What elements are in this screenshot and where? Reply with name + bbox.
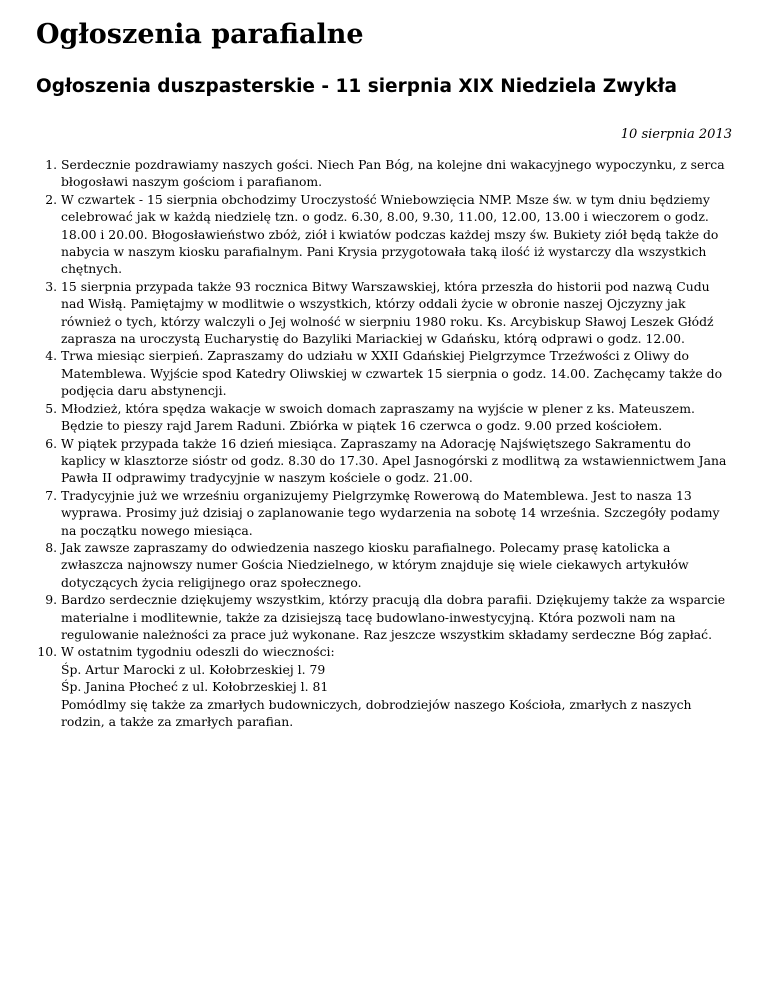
prayer-note: Pomódlmy się także za zmarłych budowniczych, dobrodziejów naszego Kościoła, zmarłych z naszych rodzin, a także za zmarłych parafian. [61, 696, 692, 729]
announcement-text: W piątek przypada także 16 dzień miesiąca. Zapraszamy na Adorację Najświętszego Sakramentu do kaplicy w klasztorze sióstr od godz. 8.30 do 17.30. Apel Jasnogórski z modlitwą za wstawiennictwem Jana Pawła II odprawimy tradycyjnie w naszym kościele o godz. 21.00. [61, 435, 727, 486]
announcement-item [61, 156, 732, 191]
announcement-text: 10. W ostatnim tygodniu odeszli do wieczności: [61, 644, 335, 660]
announcement-item [61, 435, 732, 487]
announcement-text: Trwa miesiąc sierpień. Zapraszamy do udziału w XXII Gdańskiej Pielgrzymce Trzeźwości z Oliwy do Matemblewa. Wyjście spod Katedry Oliwskiej w czwartek 15 sierpnia o godz. 14.00. Zachęcamy także do podjęcia daru abstynencji. [61, 348, 723, 399]
announcement-text: Bardzo serdecznie dziękujemy wszystkim, którzy pracują dla dobra parafii. Dziękujemy także za wsparcie materialne i modlitewnie, także za dzisiejszą tacę budowlano-inwestycyjną. Która pozwoli nam na regulowanie należności za prace już wykonane. Raz jeszcze wszystkim składamy serdeczne Bóg zapłać. [61, 592, 726, 642]
announcements-list [36, 156, 732, 730]
deceased-entry: Śp. Artur Marocki z ul. Kołobrzeskiej l. 79 [61, 661, 326, 677]
page-subtitle: Ogłoszenia duszpasterskie - 11 sierpnia XIX Niedziela Zwykła [36, 76, 678, 97]
publication-date: 10 sierpnia 2013 [620, 127, 732, 142]
announcement-item [61, 191, 732, 278]
announcement-item [61, 591, 732, 643]
announcement-text: Jak zawsze zapraszamy do odwiedzenia naszego kiosku parafialnego. Polecamy prasę katolicka a zwłaszcza najnowszy numer Gościa Niedzielnego, w którym znajduje się wiele ciekawych artykułów dotyczących życia religijnego oraz społecznego. [61, 539, 689, 590]
announcement-text: Serdecznie pozdrawiamy naszych gości. Niech Pan Bóg, na kolejne dni wakacyjnego wypoczynku, z serca błogosławi naszym gościom i parafianom. [61, 157, 725, 190]
announcement-text: Młodzież, która spędza wakacje w swoich domach zapraszamy na wyjście w plener z ks. Mateuszem. Będzie to pieszy rajd Jarem Raduni. Zbiórka w piątek 16 czerwca o godz. 9.00 przed kościołem. [61, 400, 695, 434]
announcement-text: W czwartek - 15 sierpnia obchodzimy Uroczystość Wniebowzięcia NMP. Msze św. w tym dniu będziemy celebrować jak w każdą niedzielę tzn. o godz. 6.30, 8.00, 9.30, 11.00, 12.00, 13.00 i wieczorem o godz. 18.00 i 20.00. Błogosławieństwo zbóż, ziół i kwiatów podczas każdej mszy św. Bukiety ziół będą także do nabycia w naszym kiosku parafialnym. Pani Krysia przygotowała taką ilość iż wystarczy dla wszystkich chętnych. [61, 191, 719, 277]
announcement-item [61, 400, 732, 435]
announcement-item [61, 539, 732, 591]
deceased-entry: Śp. Janina Płocheć z ul. Kołobrzeskiej l. 81 [61, 679, 329, 695]
page-title: Ogłoszenia parafialne [36, 19, 364, 50]
announcement-text: Tradycyjnie już we wrześniu organizujemy Pielgrzymkę Rowerową do Matemblewa. Jest to nasza 13 wyprawa. Prosimy już dzisiaj o zaplanowanie tego wydarzenia na sobotę 14 września. Szczegóły podamy na początku nowego miesiąca. [61, 487, 720, 538]
announcement-item [61, 347, 732, 399]
announcement-item [61, 278, 732, 348]
announcement-text: 15 sierpnia przypada także 93 rocznica Bitwy Warszawskiej, która przeszła do historii pod nazwą Cudu nad Wisłą. Pamiętajmy w modlitwie o wszystkich, którzy oddali życie w obronie naszej Ojczyzny jak również o tych, którzy walczyli o Jej wolność w sierpniu 1980 roku. Ks. Arcybiskup Sławoj Leszek Głódź zaprasza na uroczystą Eucharystię do Bazyliki Mariackiej w Gdańsku, którą odprawi o godz. 12.00. [61, 278, 714, 347]
announcement-item [61, 643, 732, 730]
announcement-item [61, 487, 732, 539]
